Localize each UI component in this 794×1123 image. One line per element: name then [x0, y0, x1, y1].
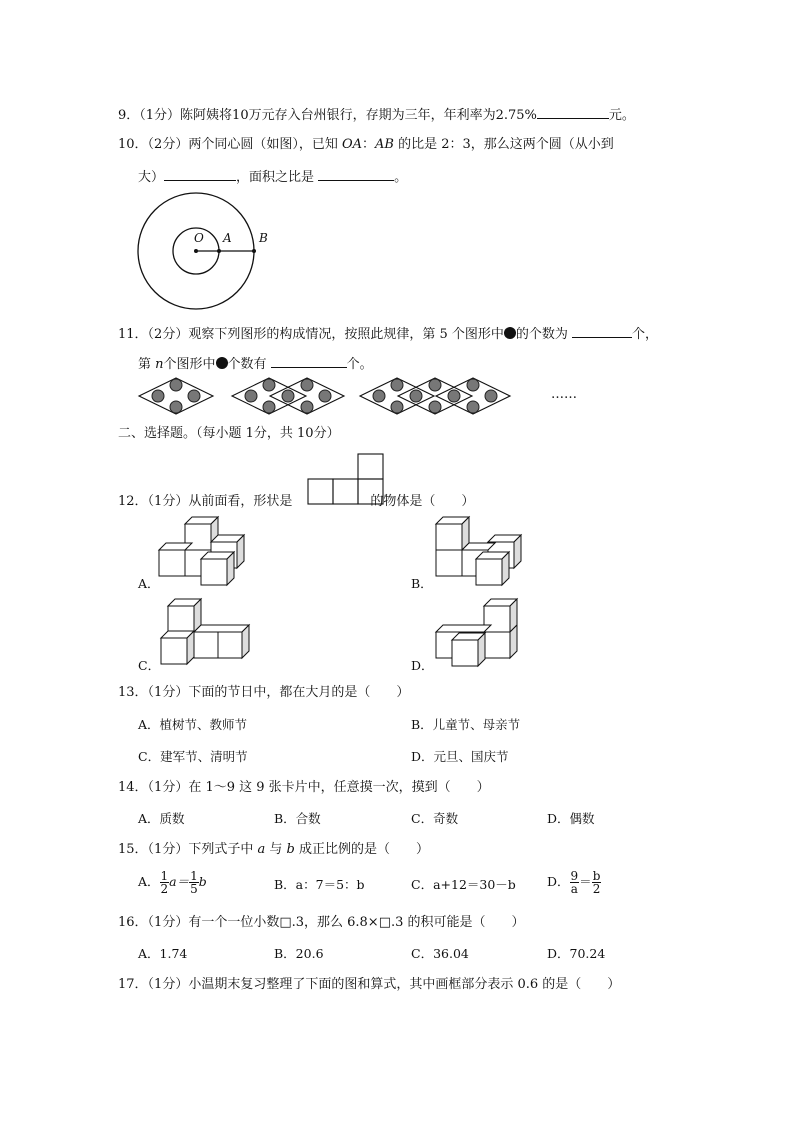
fraction-1-5 — [189, 870, 199, 895]
q13-option-d[interactable]: D．元旦、国庆节 — [411, 749, 509, 764]
q12-text: 12．（1分）从前面看，形状是 — [118, 494, 293, 509]
fraction-9-a — [570, 870, 580, 895]
q11-n: n — [155, 357, 164, 372]
q10-blank-2[interactable] — [318, 166, 394, 181]
q10-text-b: 的比是 2：3，那么这两个圆（从小到 — [393, 137, 614, 152]
pattern-figure-3 — [358, 377, 512, 415]
q14-option-a[interactable]: A．质数 — [138, 811, 185, 826]
q10-colon: ： — [362, 137, 376, 152]
q11-line2-c: 个数有 — [227, 357, 271, 372]
q11-text-c: 个， — [632, 327, 659, 342]
label-a: A — [223, 231, 232, 245]
q11-line2-b: 个图形中 — [163, 357, 216, 372]
frac-num: 1 — [190, 869, 198, 883]
q15-option-c[interactable]: C．a+12＝30－b — [411, 877, 516, 892]
question-10-line2 — [138, 166, 407, 187]
pattern-ellipsis: …… — [551, 387, 577, 402]
q10-blank-1[interactable] — [164, 166, 236, 181]
frac-den: 5 — [190, 882, 198, 896]
q13-option-a[interactable]: A．植树节、教师节 — [138, 717, 248, 732]
q10-text: 10．（2分）两个同心圆（如图），已知 — [118, 137, 342, 152]
concentric-circles-figure — [136, 192, 256, 312]
q10-line2-c: 。 — [394, 170, 408, 185]
pattern-figure-1 — [137, 377, 215, 415]
q12-option-d-label[interactable]: D． — [411, 658, 434, 673]
black-dot-icon — [504, 327, 516, 339]
q11-blank-2[interactable] — [271, 353, 347, 368]
q10-line2-a: 大） — [138, 170, 165, 185]
q11-blank-1[interactable] — [572, 323, 632, 338]
q15-option-a-label: A． — [138, 874, 160, 889]
frac-den: a — [570, 882, 578, 896]
frac-den: 2 — [592, 882, 601, 896]
question-11-line2 — [138, 353, 373, 374]
q15-option-d-label: D． — [547, 874, 570, 889]
q11-text-b: 的个数为 — [515, 327, 572, 342]
q16-option-c[interactable]: C．36.04 — [411, 946, 469, 961]
q15-var-b: b — [286, 842, 295, 857]
q9-unit: 元。 — [608, 108, 635, 123]
q11-line2-d: 个。 — [346, 357, 373, 372]
label-b: B — [259, 231, 268, 245]
q15-text-c: 成正比例的是（ ） — [294, 842, 429, 857]
cube-figure-d — [435, 598, 521, 672]
q15-text-b: 与 — [265, 842, 287, 857]
question-15 — [118, 841, 429, 859]
question-16: 16．（1分）有一个一位小数□.3，那么 6.8×□.3 的积可能是（ ） — [118, 915, 525, 930]
q16-option-b[interactable]: B．20.6 — [274, 946, 324, 961]
question-12 — [118, 493, 474, 511]
q12-option-b-label[interactable]: B． — [411, 576, 433, 591]
frac-num: b — [592, 869, 601, 883]
q11-line2-a: 第 — [138, 357, 156, 372]
q11-text: 11．（2分）观察下列图形的构成情况，按照此规律，第 5 个图形中 — [118, 327, 504, 342]
q10-ab: AB — [375, 137, 394, 152]
q14-option-b[interactable]: B．合数 — [274, 811, 321, 826]
q15-option-b[interactable]: B．a：7＝5：b — [274, 877, 365, 892]
q15-text: 15．（1分）下列式子中 — [118, 842, 258, 857]
question-10 — [118, 136, 614, 154]
fraction-1-2 — [160, 870, 170, 895]
q15-option-d-mid: ＝ — [579, 874, 592, 889]
q13-option-c[interactable]: C．建军节、清明节 — [138, 749, 248, 764]
question-9 — [118, 104, 635, 125]
q9-answer-blank[interactable] — [537, 104, 609, 119]
frac-den: 2 — [160, 882, 169, 896]
q13-option-b[interactable]: B．儿童节、母亲节 — [411, 717, 521, 732]
cube-figure-b — [435, 516, 521, 588]
question-11 — [118, 323, 658, 344]
frac-num: 9 — [570, 869, 579, 883]
q9-text: 9．（1分）陈阿姨将10万元存入台州银行，存期为三年，年利率为2.75% — [118, 108, 537, 123]
cube-figure-a — [158, 516, 244, 588]
q10-line2-b: ，面积之比是 — [236, 170, 319, 185]
q14-option-d[interactable]: D．偶数 — [547, 811, 595, 826]
question-13: 13．（1分）下面的节日中，都在大月的是（ ） — [118, 685, 410, 700]
q15-option-a[interactable] — [138, 870, 207, 895]
q16-option-d[interactable]: D．70.24 — [547, 946, 606, 961]
question-14: 14．（1分）在 1～9 这 9 张卡片中，任意摸一次，摸到（ ） — [118, 780, 490, 795]
q16-option-a[interactable]: A．1.74 — [138, 946, 188, 961]
black-dot-icon — [216, 357, 228, 369]
q15-option-a-mid: a＝ — [169, 874, 190, 889]
q12-option-a-label[interactable]: A． — [138, 576, 160, 591]
q15-var-a: a — [257, 842, 266, 857]
q10-oa: OA — [341, 137, 362, 152]
front-view-shape — [307, 453, 385, 505]
section-2-title: 二、选择题。（每小题 1分，共 10分） — [118, 426, 340, 441]
pattern-figure-2 — [230, 377, 346, 415]
frac-num: 1 — [160, 869, 169, 883]
cube-figure-c — [160, 598, 250, 672]
q12-option-c-label[interactable]: C． — [138, 658, 161, 673]
q12-text-b: 的物体是（ ） — [370, 494, 475, 509]
q15-option-a-end: b — [198, 874, 207, 889]
fraction-b-2 — [592, 870, 602, 895]
q15-option-d[interactable] — [547, 870, 601, 895]
label-o: O — [194, 231, 204, 245]
q14-option-c[interactable]: C．奇数 — [411, 811, 459, 826]
question-17: 17．（1分）小温期末复习整理了下面的图和算式，其中画框部分表示 0.6 的是（ ） — [118, 977, 621, 992]
